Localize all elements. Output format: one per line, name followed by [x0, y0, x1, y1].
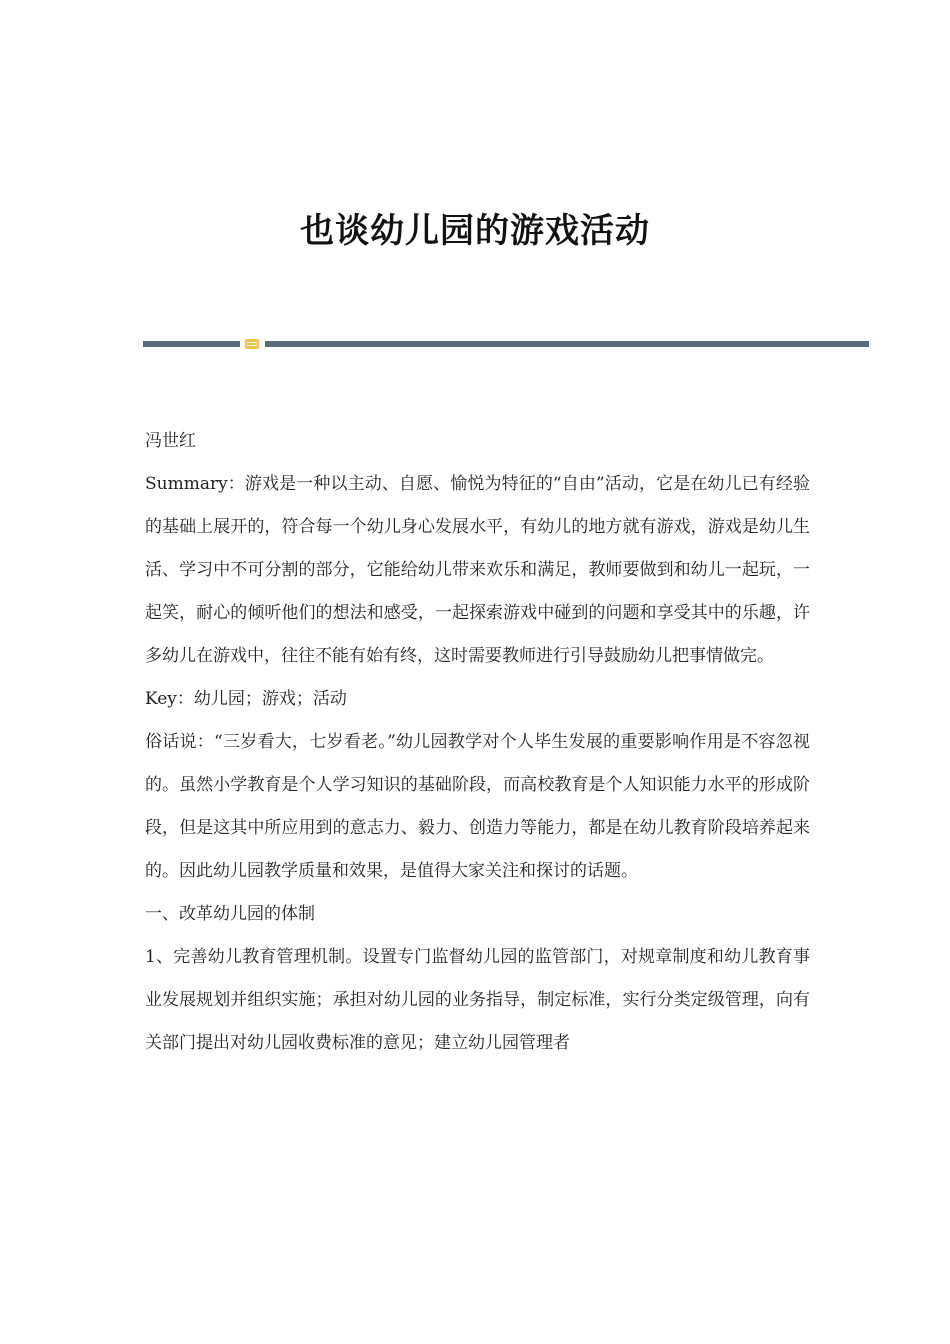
- title-divider: [143, 339, 869, 349]
- divider-emblem-icon: [245, 339, 259, 349]
- document-title: 也谈幼儿园的游戏活动: [300, 211, 650, 251]
- author-name: 冯世红: [145, 431, 196, 451]
- divider-bar-left: [143, 341, 240, 347]
- section-heading: 一、改革幼儿园的体制: [145, 904, 315, 924]
- summary-paragraph: Summary：游戏是一种以主动、自愿、愉悦为特征的“自由”活动，它是在幼儿已有经验的基础上展开的，符合每一个幼儿身心发展水平，有幼儿的地方就有游戏，游戏是幼儿生活、学习中不可分割的部分，它能给幼儿带来欢乐和满足，教师要做到和幼儿一起玩，一起笑，耐心的倾听他们的想法和感受，一起探索游戏中碰到的问题和享受其中的乐趣，许多幼儿在游戏中，往往不能有始有终，这时需要教师进行引导鼓励幼儿把事情做完。: [145, 474, 810, 666]
- body-paragraph: 俗话说：“三岁看大，七岁看老。”幼儿园教学对个人毕生发展的重要影响作用是不容忽视的。虽然小学教育是个人学习知识的基础阶段，而高校教育是个人知识能力水平的形成阶段，但是这其中所应用到的意志力、毅力、创造力等能力，都是在幼儿教育阶段培养起来的。因此幼儿园教学质量和效果，是值得大家关注和探讨的话题。: [145, 732, 810, 881]
- divider-bar-right: [265, 341, 869, 347]
- keywords-line: Key：幼儿园；游戏；活动: [145, 689, 347, 709]
- document-body: [145, 420, 810, 1065]
- body-paragraph: 1、完善幼儿教育管理机制。设置专门监督幼儿园的监管部门，对规章制度和幼儿教育事业发展规划并组织实施；承担对幼儿园的业务指导，制定标准，实行分类定级管理，向有关部门提出对幼儿园收费标准的意见；建立幼儿园管理者: [145, 947, 810, 1053]
